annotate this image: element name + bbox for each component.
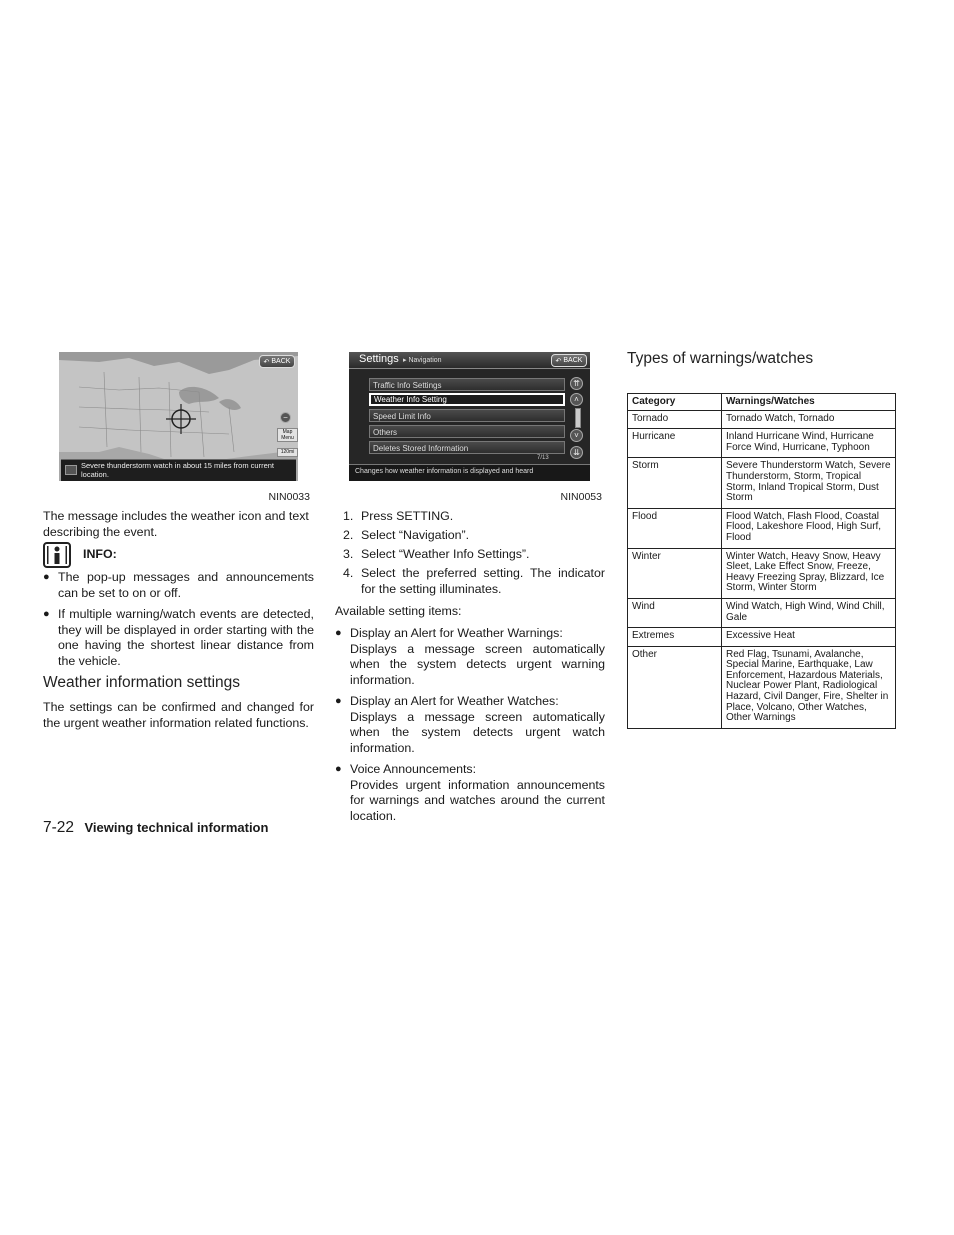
- menu-item-traffic-info[interactable]: Traffic Info Settings: [369, 378, 565, 391]
- settings-screenshot: [349, 352, 590, 481]
- section-heading-warnings: Types of warnings/watches: [627, 350, 814, 367]
- table-row: Flood Flood Watch, Flash Flood, Coastal Flood, Lakeshore Flood, High Surf, Flood: [628, 508, 896, 548]
- zoom-button[interactable]: [280, 412, 291, 423]
- warnings-table: [627, 393, 896, 729]
- bullet-icon: ●: [335, 763, 342, 775]
- map-back-button[interactable]: ↶ BACK: [259, 355, 295, 368]
- figure-caption-map: NIN0033: [268, 491, 310, 503]
- settings-status-bar: Changes how weather information is displayed and heard: [349, 464, 590, 481]
- bullet-icon: ●: [43, 571, 50, 583]
- weather-message-text: Severe thunderstorm watch in about 15 miles from current location.: [81, 461, 275, 479]
- minus-icon: −: [283, 413, 288, 422]
- list-item: 1. Press SETTING.: [343, 509, 454, 523]
- weather-alert-icon: [65, 465, 77, 475]
- settings-items-list: [335, 626, 605, 824]
- column-header-category: Category: [628, 394, 722, 411]
- list-item: ● Display an Alert for Weather Watches: Displays a message screen automatically when the system detects urgent watch information.: [335, 694, 605, 755]
- list-item: ● Display an Alert for Weather Warnings: Displays a message screen automatically when the system detects urgent warning information.: [335, 626, 605, 687]
- scroll-up-button[interactable]: [570, 393, 583, 406]
- settings-back-button[interactable]: ↶ BACK: [551, 354, 587, 367]
- table-row: Wind Wind Watch, High Wind, Wind Chill, Gale: [628, 598, 896, 627]
- list-item: 4. Select the preferred setting. The indicator for the setting illuminates.: [343, 566, 605, 596]
- page-number: 7-22: [43, 819, 75, 836]
- list-item: 3. Select “Weather Info Settings”.: [343, 547, 530, 561]
- info-list: [43, 570, 314, 669]
- menu-item-speed-limit[interactable]: Speed Limit Info: [369, 409, 565, 422]
- list-item: 2. Select “Navigation”.: [343, 528, 470, 542]
- info-label: INFO:: [83, 547, 117, 561]
- bullet-icon: ●: [335, 695, 342, 707]
- intro-paragraph: The message includes the weather icon and text describing the event.: [43, 509, 309, 539]
- list-item: ● Voice Announcements: Provides urgent information announcements for warnings and watches around the current location.: [335, 762, 605, 823]
- double-down-icon: ⇊: [573, 448, 580, 457]
- page-indicator: 7/13: [537, 455, 549, 461]
- table-row: Winter Winter Watch, Heavy Snow, Heavy Sleet, Lake Effect Snow, Freeze, Heavy Freezing Spray, Blizzard, Ice Storm, Winter Storm: [628, 548, 896, 598]
- crosshair-icon: [166, 404, 196, 434]
- table-row: Other Red Flag, Tsunami, Avalanche, Special Marine, Earthquake, Law Enforcement, Hazardous Materials, Nuclear Power Plant, Radiological Hazard, Civil Danger, Fire, Shelter in Place, Volcano, Other Watches, Other Warnings: [628, 646, 896, 728]
- back-arrow-icon: ↶: [263, 358, 270, 366]
- list-item: ● If multiple warning/watch events are detected, they will be displayed in order starting with the one having the shortest linear distance from the vehicle.: [43, 607, 314, 668]
- table-header-row: [628, 394, 896, 411]
- bullet-icon: ●: [335, 627, 342, 639]
- map-menu-button[interactable]: Map Menu: [277, 428, 298, 442]
- page-footer: [43, 819, 268, 837]
- section-heading-weather-settings: Weather information settings: [43, 674, 241, 691]
- bullet-icon: ●: [43, 608, 50, 620]
- menu-item-others[interactable]: Others: [369, 425, 565, 438]
- map-scale-button[interactable]: 120mi: [277, 448, 298, 457]
- scrollbar[interactable]: [575, 408, 581, 428]
- table-row: Hurricane Inland Hurricane Wind, Hurricane Force Wind, Hurricane, Typhoon: [628, 429, 896, 458]
- section-paragraph: The settings can be confirmed and changed for the urgent weather information related functions.: [43, 700, 314, 730]
- scroll-bottom-button[interactable]: [570, 446, 583, 459]
- scroll-top-button[interactable]: [570, 377, 583, 390]
- settings-breadcrumb: ▸ Navigation: [403, 357, 442, 364]
- map-screenshot: [59, 352, 298, 481]
- chevron-down-icon: ˅: [574, 431, 579, 440]
- table-row: Tornado Tornado Watch, Tornado: [628, 410, 896, 429]
- table-row: Storm Severe Thunderstorm Watch, Severe Thunderstorm, Storm, Tropical Storm, Inland Tropical Storm, Dust Storm: [628, 458, 896, 508]
- double-up-icon: ⇈: [573, 379, 580, 388]
- table-row: Extremes Excessive Heat: [628, 628, 896, 647]
- menu-item-weather-info[interactable]: Weather Info Setting: [369, 393, 565, 406]
- weather-message-bar: [61, 459, 296, 481]
- steps-list: [335, 509, 605, 601]
- back-arrow-icon: ↶: [555, 357, 562, 365]
- list-item: ● The pop-up messages and announcements can be set to on or off.: [43, 570, 314, 600]
- figure-caption-settings: NIN0053: [560, 491, 602, 503]
- available-label: Available setting items:: [335, 604, 462, 618]
- footer-section-title: Viewing technical information: [84, 820, 269, 835]
- info-icon: [43, 542, 71, 568]
- menu-item-delete-stored[interactable]: Deletes Stored Information: [369, 441, 565, 454]
- column-header-warnings: Warnings/Watches: [722, 394, 896, 411]
- scroll-down-button[interactable]: [570, 429, 583, 442]
- settings-title: Settings: [359, 353, 399, 365]
- chevron-up-icon: ˄: [574, 395, 579, 404]
